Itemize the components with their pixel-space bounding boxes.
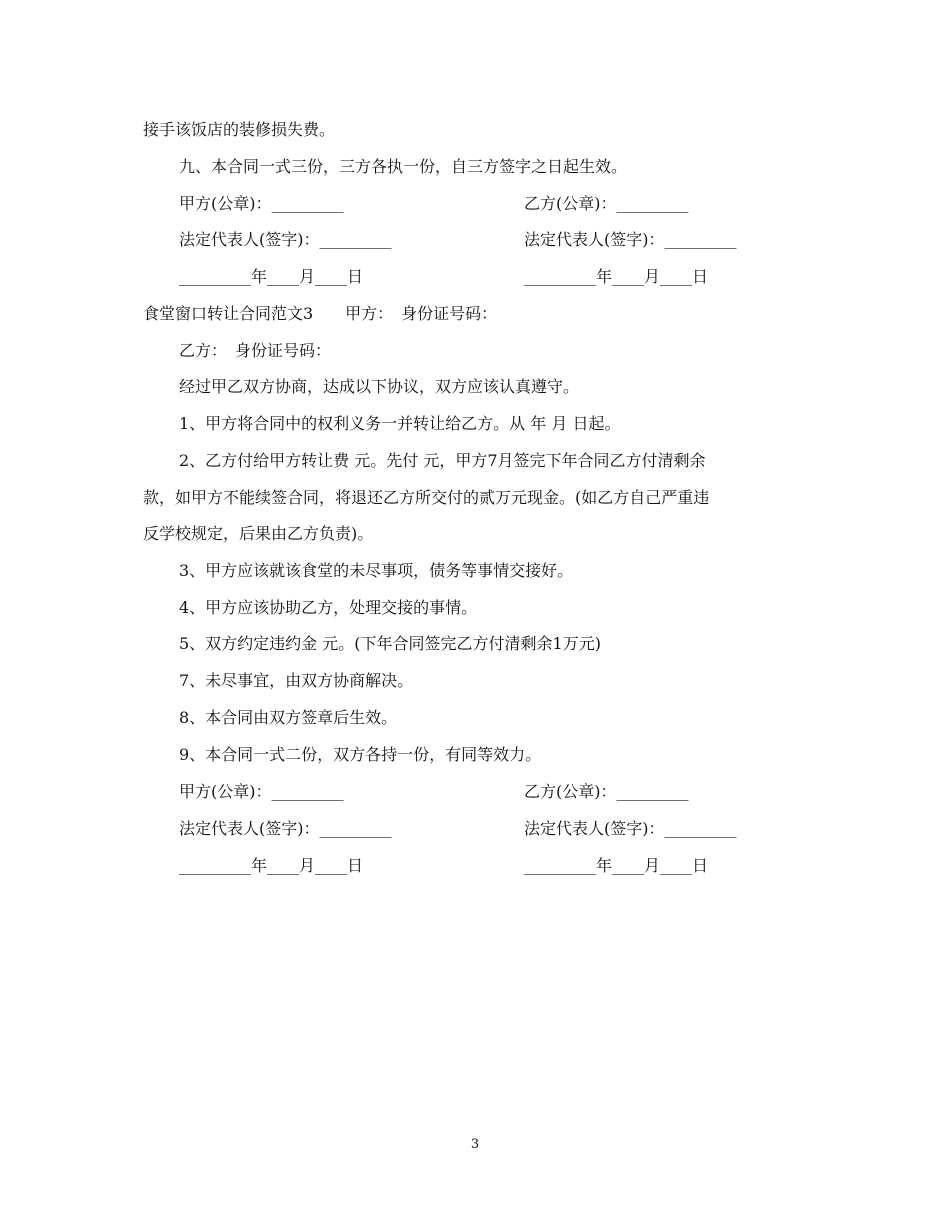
party-b-seal-field-second: 乙方(公章)：_________ [524,782,689,801]
clause-nine-copies: 9、本合同一式二份，双方各持一份，有同等效力。 [179,745,542,764]
party-b-representative-field-second: 法定代表人(签字)：_________ [524,819,737,838]
party-b-id-line: 乙方： 身份证号码： [179,341,332,360]
party-a-representative-field: 法定代表人(签字)：_________ [179,230,392,249]
clause-eight: 8、本合同由双方签章后生效。 [179,708,398,727]
clause-three: 3、甲方应该就该食堂的未尽事项，债务等事情交接好。 [179,561,574,580]
clause-two-line-3: 反学校规定，后果由乙方负责)。 [143,524,374,543]
party-b-date-field-second: _________年____月____日 [524,856,709,875]
page-number: 3 [470,1137,480,1152]
clause-two-line-1: 2、乙方付给甲方转让费 元。先付 元，甲方7月签完下年合同乙方付清剩余 [179,451,706,470]
clause-nine: 九、本合同一式三份，三方各执一份，自三方签字之日起生效。 [179,157,628,176]
party-a-date-field-second: _________年____月____日 [179,856,364,875]
party-a-representative-field-second: 法定代表人(签字)：_________ [179,819,392,838]
clause-one: 1、甲方将合同中的权利义务一并转让给乙方。从 年 月 日起。 [179,414,621,433]
clause-seven: 7、未尽事宜，由双方协商解决。 [179,671,414,690]
clause-four: 4、甲方应该协助乙方，处理交接的事情。 [179,598,478,617]
clause-five: 5、双方约定违约金 元。(下年合同签完乙方付清剩余1万元) [179,634,601,653]
section-heading-canteen-transfer: 食堂窗口转让合同范文3 甲方： 身份证号码： [143,304,498,323]
party-b-date-field: _________年____月____日 [524,267,709,286]
party-a-seal-field-second: 甲方(公章)：_________ [179,782,344,801]
party-a-date-field: _________年____月____日 [179,267,364,286]
party-b-seal-field: 乙方(公章)：_________ [524,194,689,213]
clause-two-line-2: 款，如甲方不能续签合同，将退还乙方所交付的贰万元现金。(如乙方自己严重违 [143,488,710,507]
party-b-representative-field: 法定代表人(签字)：_________ [524,230,737,249]
party-a-seal-field: 甲方(公章)：_________ [179,194,344,213]
agreement-intro: 经过甲乙双方协商，达成以下协议，双方应该认真遵守。 [179,377,580,396]
text-line-compensation: 接手该饭店的装修损失费。 [143,120,336,139]
